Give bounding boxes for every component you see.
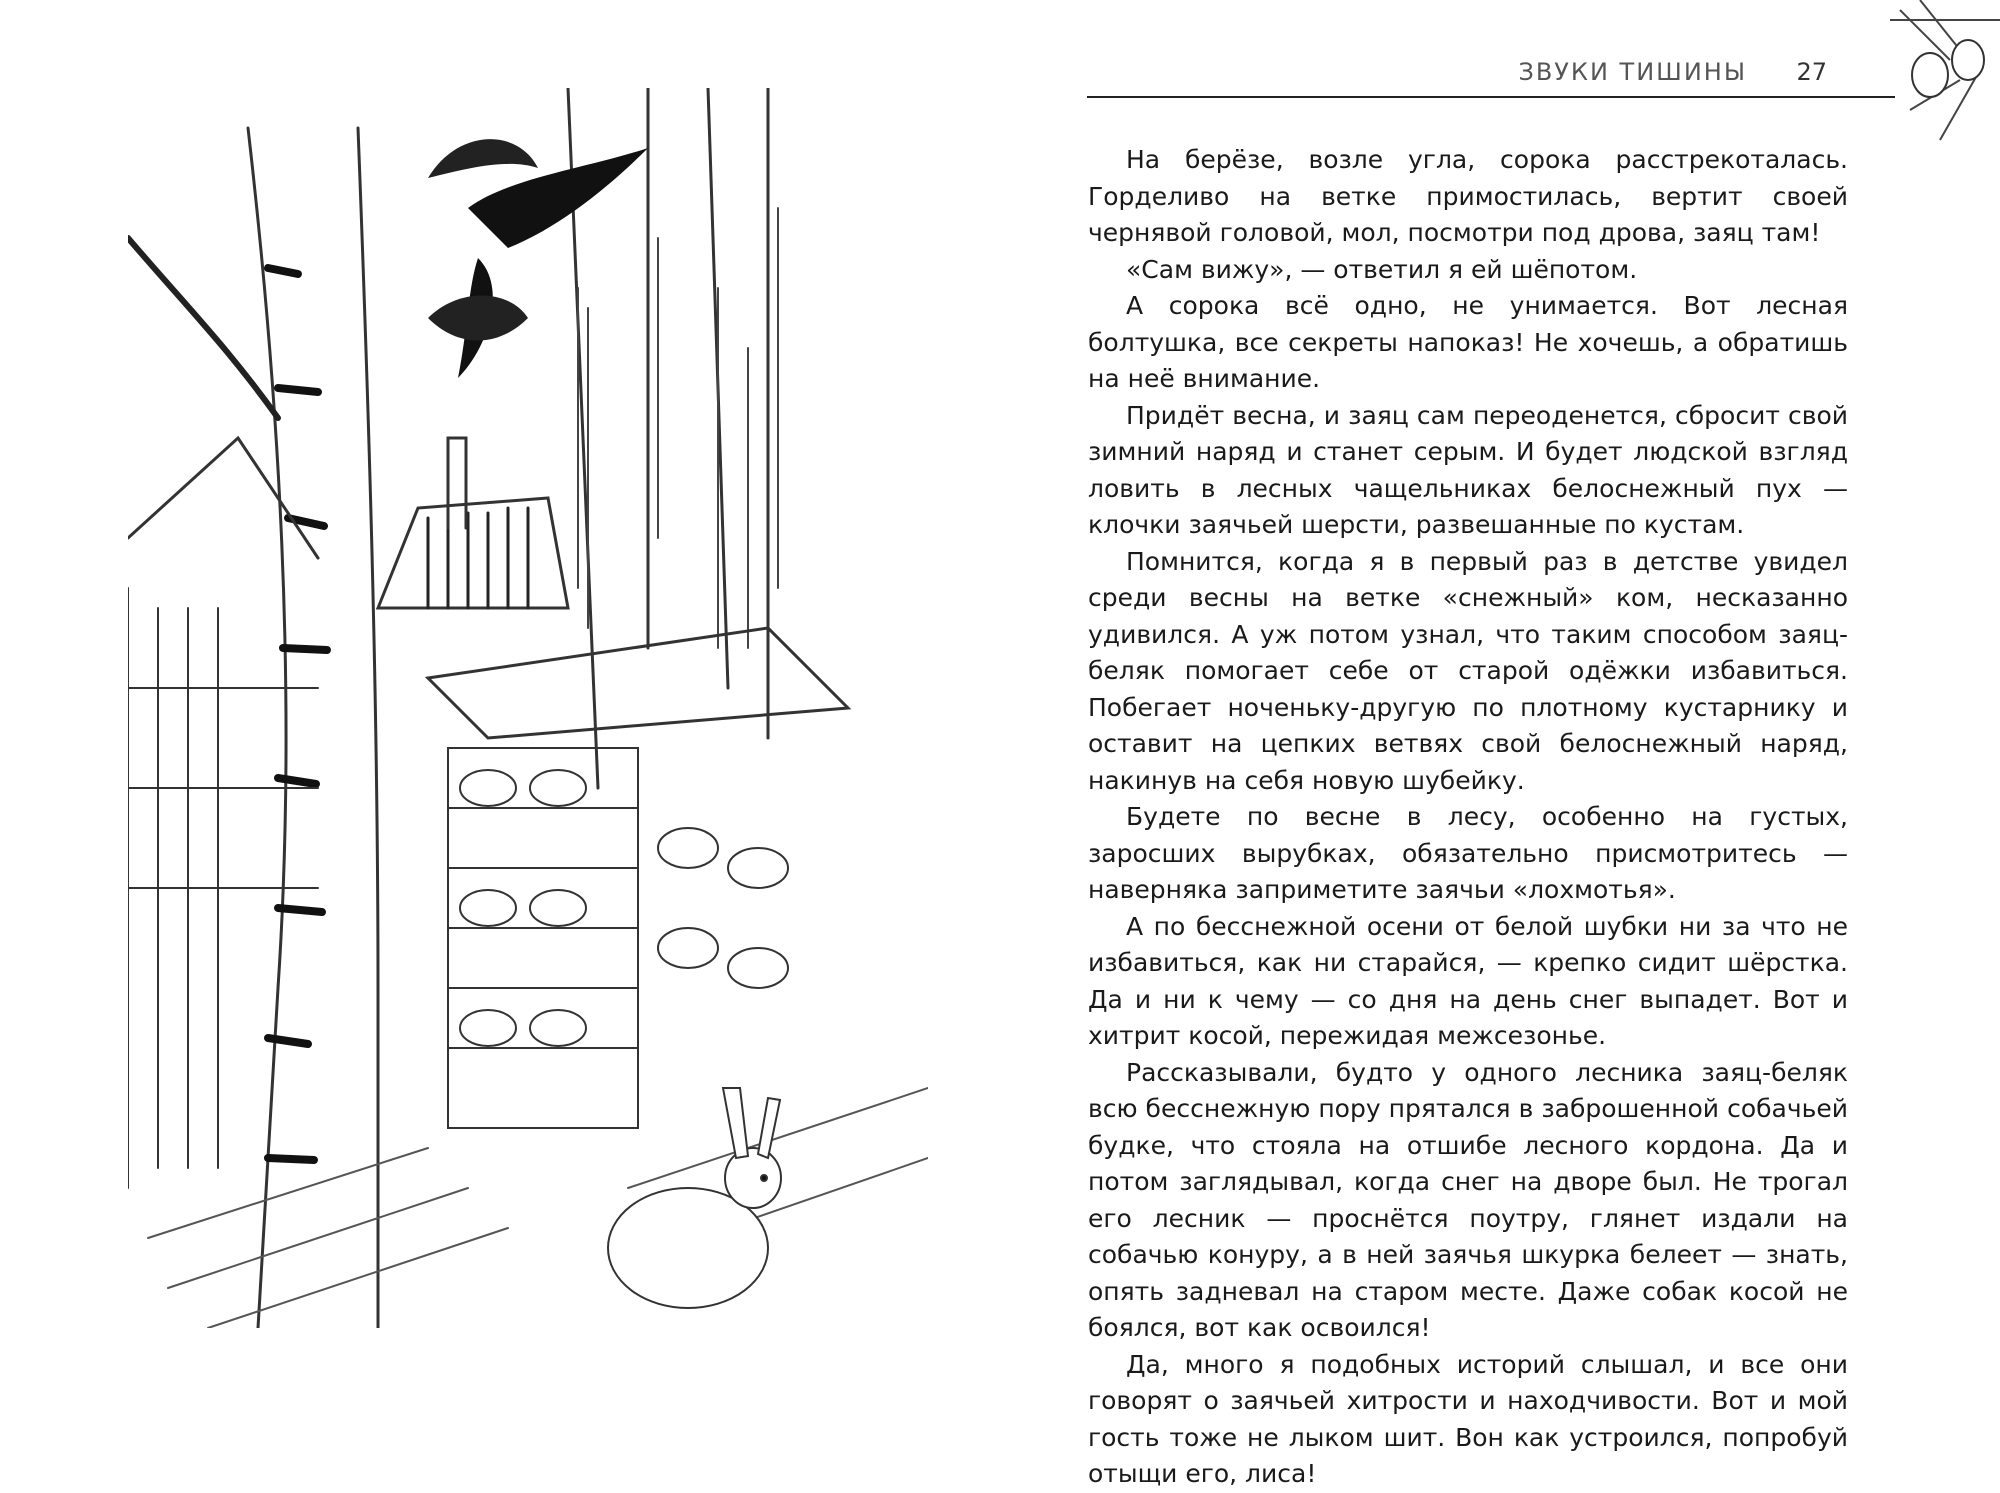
magpie-icon xyxy=(428,139,648,378)
page-number: 27 xyxy=(1796,58,1827,86)
paragraph: Придёт весна, и заяц сам переоденется, сбросит свой зимний наряд и станет серым. И будет людской взгляд ловить в лесных чащельниках белоснежный пух — клочки заячьей шерсти, развешанные по кустам. xyxy=(1088,400,1848,539)
paragraph: Рассказывали, будто у одного лесника заяц-беляк всю бесснежную пору прятался в заброшенной собачьей будке, что стояла на отшибе лесного кордона. Да и потом заглядывал, когда снег на дворе был. Не трогал его лесник — проснётся поутру, глянет издали на собачью конуру, а в ней заячья шкурка белеет — знать, опять задневал на старом месте. Даже собак косой не боялся, вот как освоился! xyxy=(1088,1057,1848,1342)
illustration-birch-magpie-hare xyxy=(128,88,928,1328)
paragraph: Помнится, когда я в первый раз в детстве увидел среди весны на ветке «снежный» ком, несказанно удивился. А уж потом узнал, что таким способом заяц-беляк помогает себе от старой одёжки избавиться. Побегает ноченьку-другую по плотному кустарнику и оставит на цепких ветвях свой белоснежный наряд, накинув на себя новую шубейку. xyxy=(1088,546,1848,795)
running-title: ЗВУКИ ТИШИНЫ xyxy=(1518,58,1747,86)
sketch-drawing xyxy=(128,88,928,1328)
header-rule xyxy=(1087,96,1895,98)
hare-icon xyxy=(608,1088,781,1308)
pine-cone-icon xyxy=(1890,0,2000,150)
paragraph: А по бесснежной осени от белой шубки ни за что не избавиться, как ни старайся, — крепко сидит шёрстка. Да и ни к чему — со дня на день снег выпадет. Вот и хитрит косой, пережидая межсезонье. xyxy=(1088,911,1848,1050)
paragraph: «Сам вижу», — ответил я ей шёпотом. xyxy=(1126,254,1638,284)
running-head xyxy=(1087,56,1867,100)
text-body xyxy=(1088,142,1848,1493)
paragraph: А сорока всё одно, не унимается. Вот лесная болтушка, все секреты напоказ! Не хочешь, а обратишь на неё внимание. xyxy=(1088,291,1848,393)
paragraph: Да, много я подобных историй слышал, и все они говорят о заячьей хитрости и находчивости. Вот и мой гость тоже не лыком шит. Вон как устроился, попробуй отыщи его, лиса! xyxy=(1088,1349,1848,1488)
paragraph: Будете по весне в лесу, особенно на густых, заросших вырубках, обязательно присмотритесь — наверняка заприметите заячьи «лохмотья». xyxy=(1088,802,1848,904)
paragraph: На берёзе, возле угла, сорока расстрекоталась. Горделиво на ветке примостилась, вертит своей чернявой головой, мол, посмотри под дрова, заяц там! xyxy=(1088,145,1848,247)
